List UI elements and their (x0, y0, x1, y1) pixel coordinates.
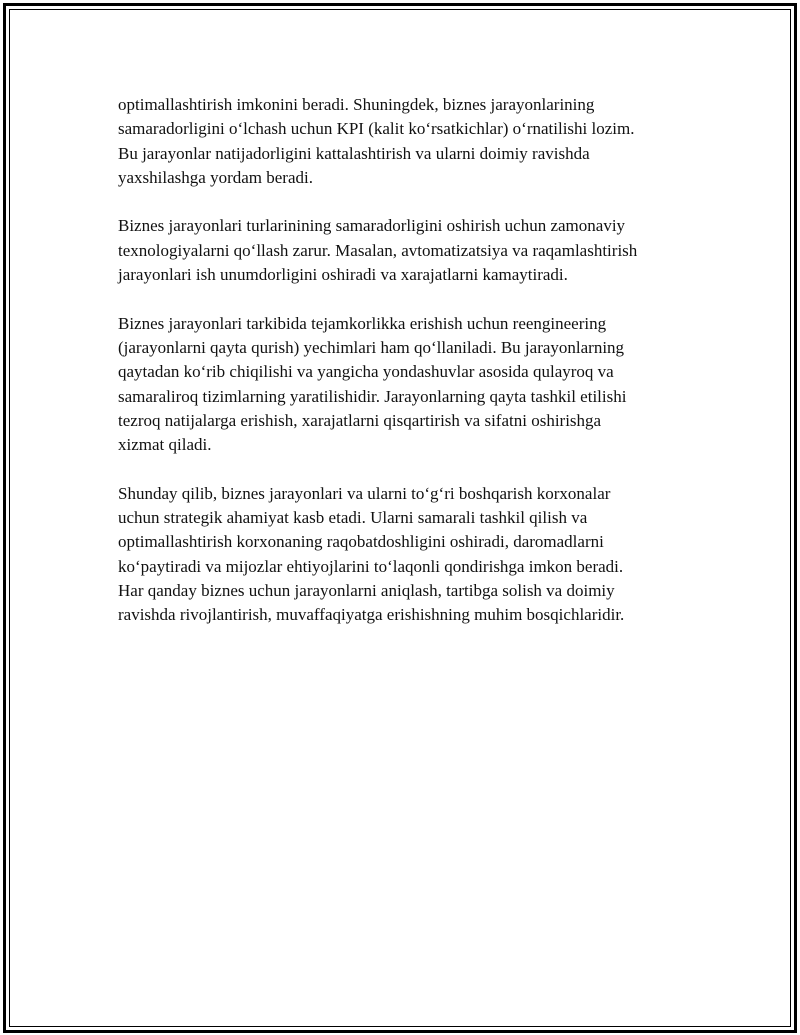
text-line: samaraliroq tizimlarning yaratilishidir. Jarayonlarning qayta tashkil etilishi (118, 386, 627, 406)
text-line: optimallashtirish korxonaning raqobatdoshligini oshiradi, daromadlarni (118, 532, 604, 552)
text-line: qaytadan ko‘rib chiqilishi va yangicha yondashuvlar asosida qulayroq va (118, 362, 614, 382)
paragraph-1 (118, 93, 708, 190)
paragraph-3 (118, 312, 708, 458)
document-body (118, 93, 708, 652)
text-line: ko‘paytiradi va mijozlar ehtiyojlarini to‘laqonli qondirishga imkon beradi. (118, 556, 624, 576)
paragraph-2 (118, 214, 708, 287)
text-line: (jarayonlarni qayta qurish) yechimlari ham qo‘llaniladi. Bu jarayonlarning (118, 337, 625, 357)
text-line: optimallashtirish imkonini beradi. Shuningdek, biznes jarayonlarining (118, 95, 595, 114)
text-line: uchun strategik ahamiyat kasb etadi. Ularni samarali tashkil qilish va (118, 508, 588, 528)
text-line: jarayonlari ish unumdorligini oshiradi va xarajatlarni kamaytiradi. (118, 265, 568, 285)
text-line: Shunday qilib, biznes jarayonlari va ularni to‘g‘ri boshqarish korxonalar (118, 483, 611, 503)
text-line: Har qanday biznes uchun jarayonlarni aniqlash, tartibga solish va doimiy (118, 580, 615, 600)
text-line: samaradorligini o‘lchash uchun KPI (kalit ko‘rsatkichlar) o‘rnatilishi lozim. (118, 119, 635, 139)
paragraph-4 (118, 482, 708, 628)
text-line: Biznes jarayonlari tarkibida tejamkorlikka erishish uchun reengineering (118, 313, 607, 333)
text-line: Bu jarayonlar natijadorligini kattalashtirish va ularni doimiy ravishda (118, 143, 590, 163)
text-line: yaxshilashga yordam beradi. (118, 167, 313, 187)
text-line: Biznes jarayonlari turlarinining samaradorligini oshirish uchun zamonaviy (118, 216, 626, 236)
text-line: texnologiyalarni qo‘llash zarur. Masalan, avtomatizatsiya va raqamlashtirish (118, 240, 638, 260)
text-line: ravishda rivojlantirish, muvaffaqiyatga erishishning muhim bosqichlaridir. (118, 605, 625, 625)
text-line: xizmat qiladi. (118, 435, 212, 455)
text-line: tezroq natijalarga erishish, xarajatlarni qisqartirish va sifatni oshirishga (118, 410, 602, 430)
